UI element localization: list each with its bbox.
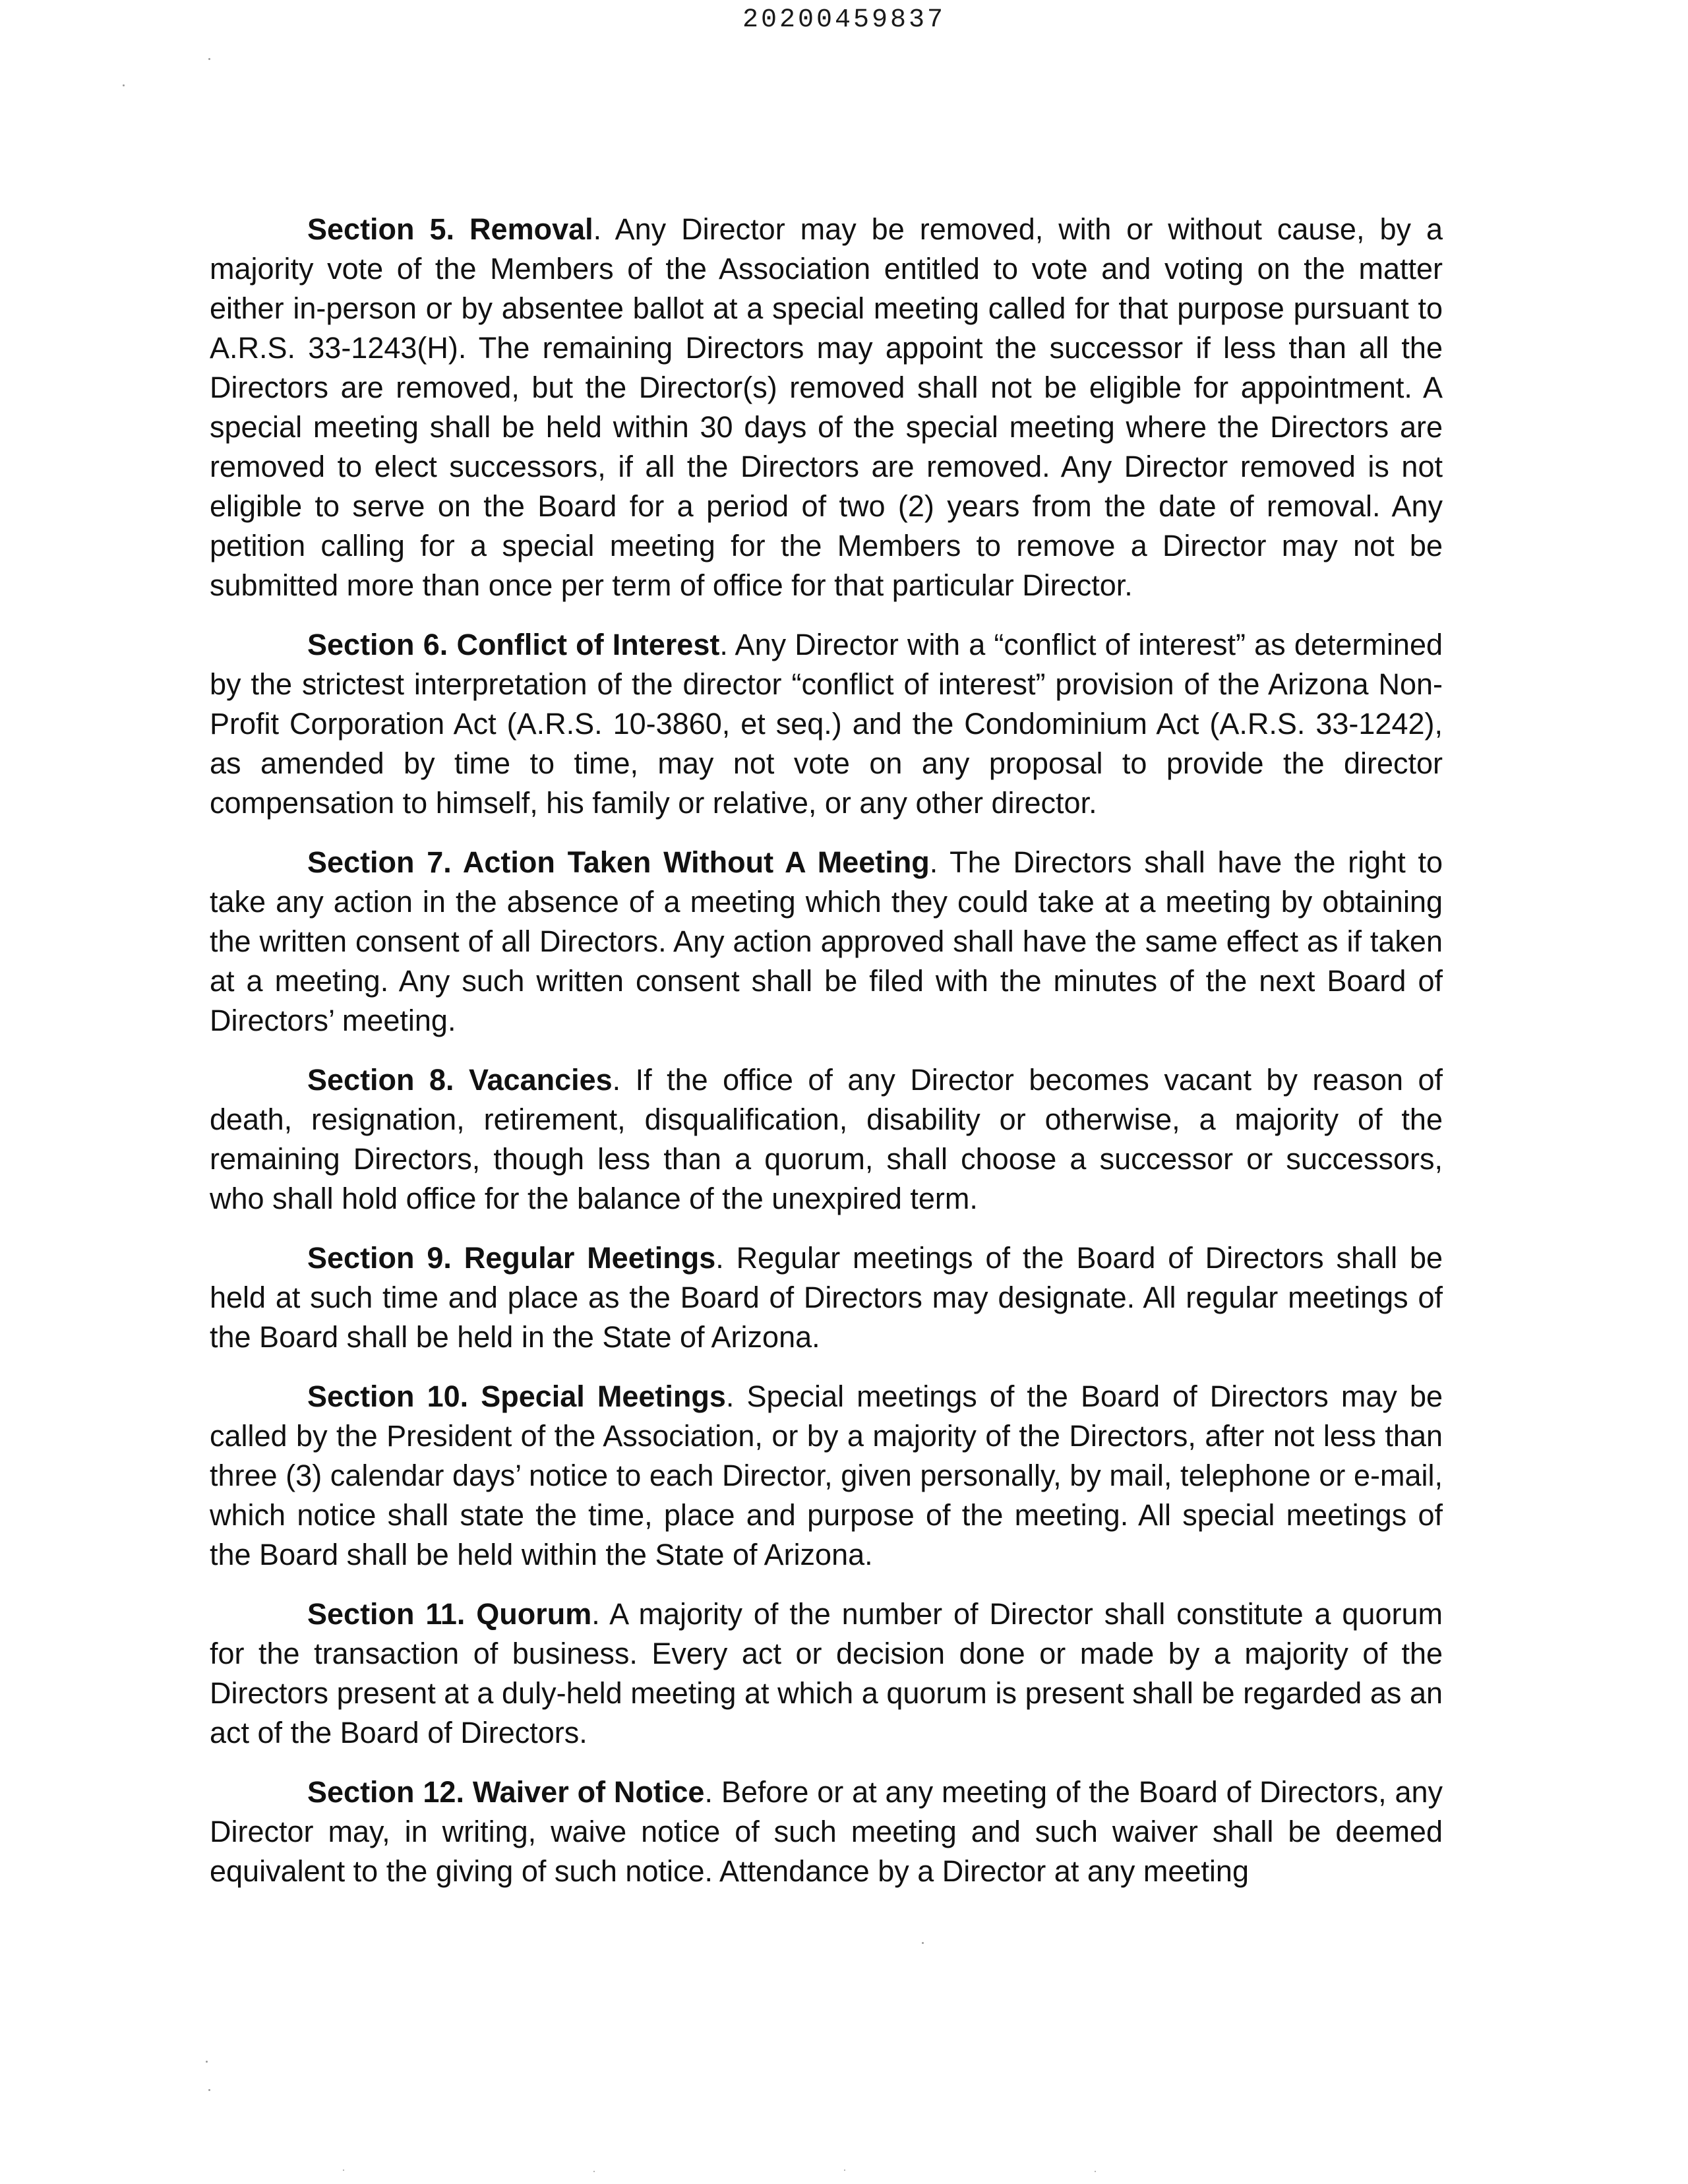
section-6-conflict-of-interest: [210, 625, 1443, 823]
section-5-removal: [210, 210, 1443, 605]
section-heading: Section 8. Vacancies: [307, 1063, 613, 1097]
document-body: [210, 210, 1443, 1911]
section-heading: Section 7. Action Taken Without A Meeting: [307, 845, 930, 879]
section-text: . Regular meetings of the Board of Directors shall be held at such time and place as the Board of Directors may designate. All regular meetings of the Board shall be held in the State of Arizona.: [210, 1241, 1443, 1354]
section-text: . Any Director may be removed, with or without cause, by a majority vote of the Members of the Association entitled to vote and voting on the matter either in-person or by absentee ballot at a special meeting called for that purpose pursuant to A.R.S. 33-1243(H). The remaining Directors may appoint the successor if less than all the Directors are removed, but the Director(s) removed shall not be eligible for appointment. A special meeting shall be held within 30 days of the special meeting where the Directors are removed to elect successors, if all the Directors are removed. Any Director removed is not eligible to serve on the Board for a period of two (2) years from the date of removal. Any petition calling for a special meeting for the Members to remove a Director may not be submitted more than once per term of office for that particular Director.: [210, 212, 1443, 602]
section-7-action-without-meeting: [210, 843, 1443, 1041]
scan-speck: [206, 2061, 208, 2063]
section-heading: Section 12. Waiver of Notice: [307, 1775, 705, 1809]
section-10-special-meetings: [210, 1377, 1443, 1575]
section-12-waiver-of-notice: [210, 1773, 1443, 1891]
section-text: . A majority of the number of Director shall constitute a quorum for the transaction of business. Every act or decision done or made by a majority of the Directors present at a duly-held meeting at which a quorum is present shall be regarded as an act of the Board of Directors.: [210, 1597, 1443, 1749]
section-heading: Section 10. Special Meetings: [307, 1380, 726, 1413]
scan-speck: [208, 58, 210, 60]
section-9-regular-meetings: [210, 1238, 1443, 1357]
section-heading: Section 5. Removal: [307, 212, 593, 246]
section-text: . Before or at any meeting of the Board of Directors, any Director may, in writing, waive notice of such meeting and such waiver shall be deemed equivalent to the giving of such notice. Attendance by a Director at any meeting: [210, 1775, 1443, 1888]
section-8-vacancies: [210, 1060, 1443, 1219]
section-11-quorum: [210, 1594, 1443, 1753]
section-heading: Section 6. Conflict of Interest: [307, 628, 720, 661]
section-text: . If the office of any Director becomes vacant by reason of death, resignation, retirement, disqualification, disability or otherwise, a majority of the remaining Directors, though less than a quorum, shall choose a successor or successors, who shall hold office for the balance of the unexpired term.: [210, 1063, 1443, 1215]
scan-speck: [844, 2169, 845, 2171]
scan-speck: [208, 2089, 210, 2091]
section-text: . Any Director with a “conflict of interest” as determined by the strictest interpretation of the director “conflict of interest” provision of the Arizona Non-Profit Corporation Act (A.R.S. 10-3860, et seq.) and the Condominium Act (A.R.S. 33-1242), as amended by time to time, may not vote on any proposal to provide the director compensation to himself, his family or relative, or any other director.: [210, 628, 1443, 820]
section-heading: Section 11. Quorum: [307, 1597, 592, 1631]
scan-speck: [922, 1942, 924, 1944]
scan-speck: [123, 84, 125, 86]
scan-speck: [593, 2171, 595, 2172]
document-number: 20200459837: [742, 5, 946, 35]
section-heading: Section 9. Regular Meetings: [307, 1241, 716, 1275]
section-text: . The Directors shall have the right to take any action in the absence of a meeting which they could take at a meeting by obtaining the written consent of all Directors. Any action approved shall have the same effect as if taken at a meeting. Any such written consent shall be filed with the minutes of the next Board of Directors’ meeting.: [210, 845, 1443, 1037]
section-text: . Special meetings of the Board of Directors may be called by the President of the Association, or by a majority of the Directors, after not less than three (3) calendar days’ notice to each Director, given personally, by mail, telephone or e-mail, which notice shall state the time, place and purpose of the meeting. All special meetings of the Board shall be held within the State of Arizona.: [210, 1380, 1443, 1571]
scan-speck: [343, 2169, 344, 2171]
scan-speck: [1095, 2171, 1096, 2172]
